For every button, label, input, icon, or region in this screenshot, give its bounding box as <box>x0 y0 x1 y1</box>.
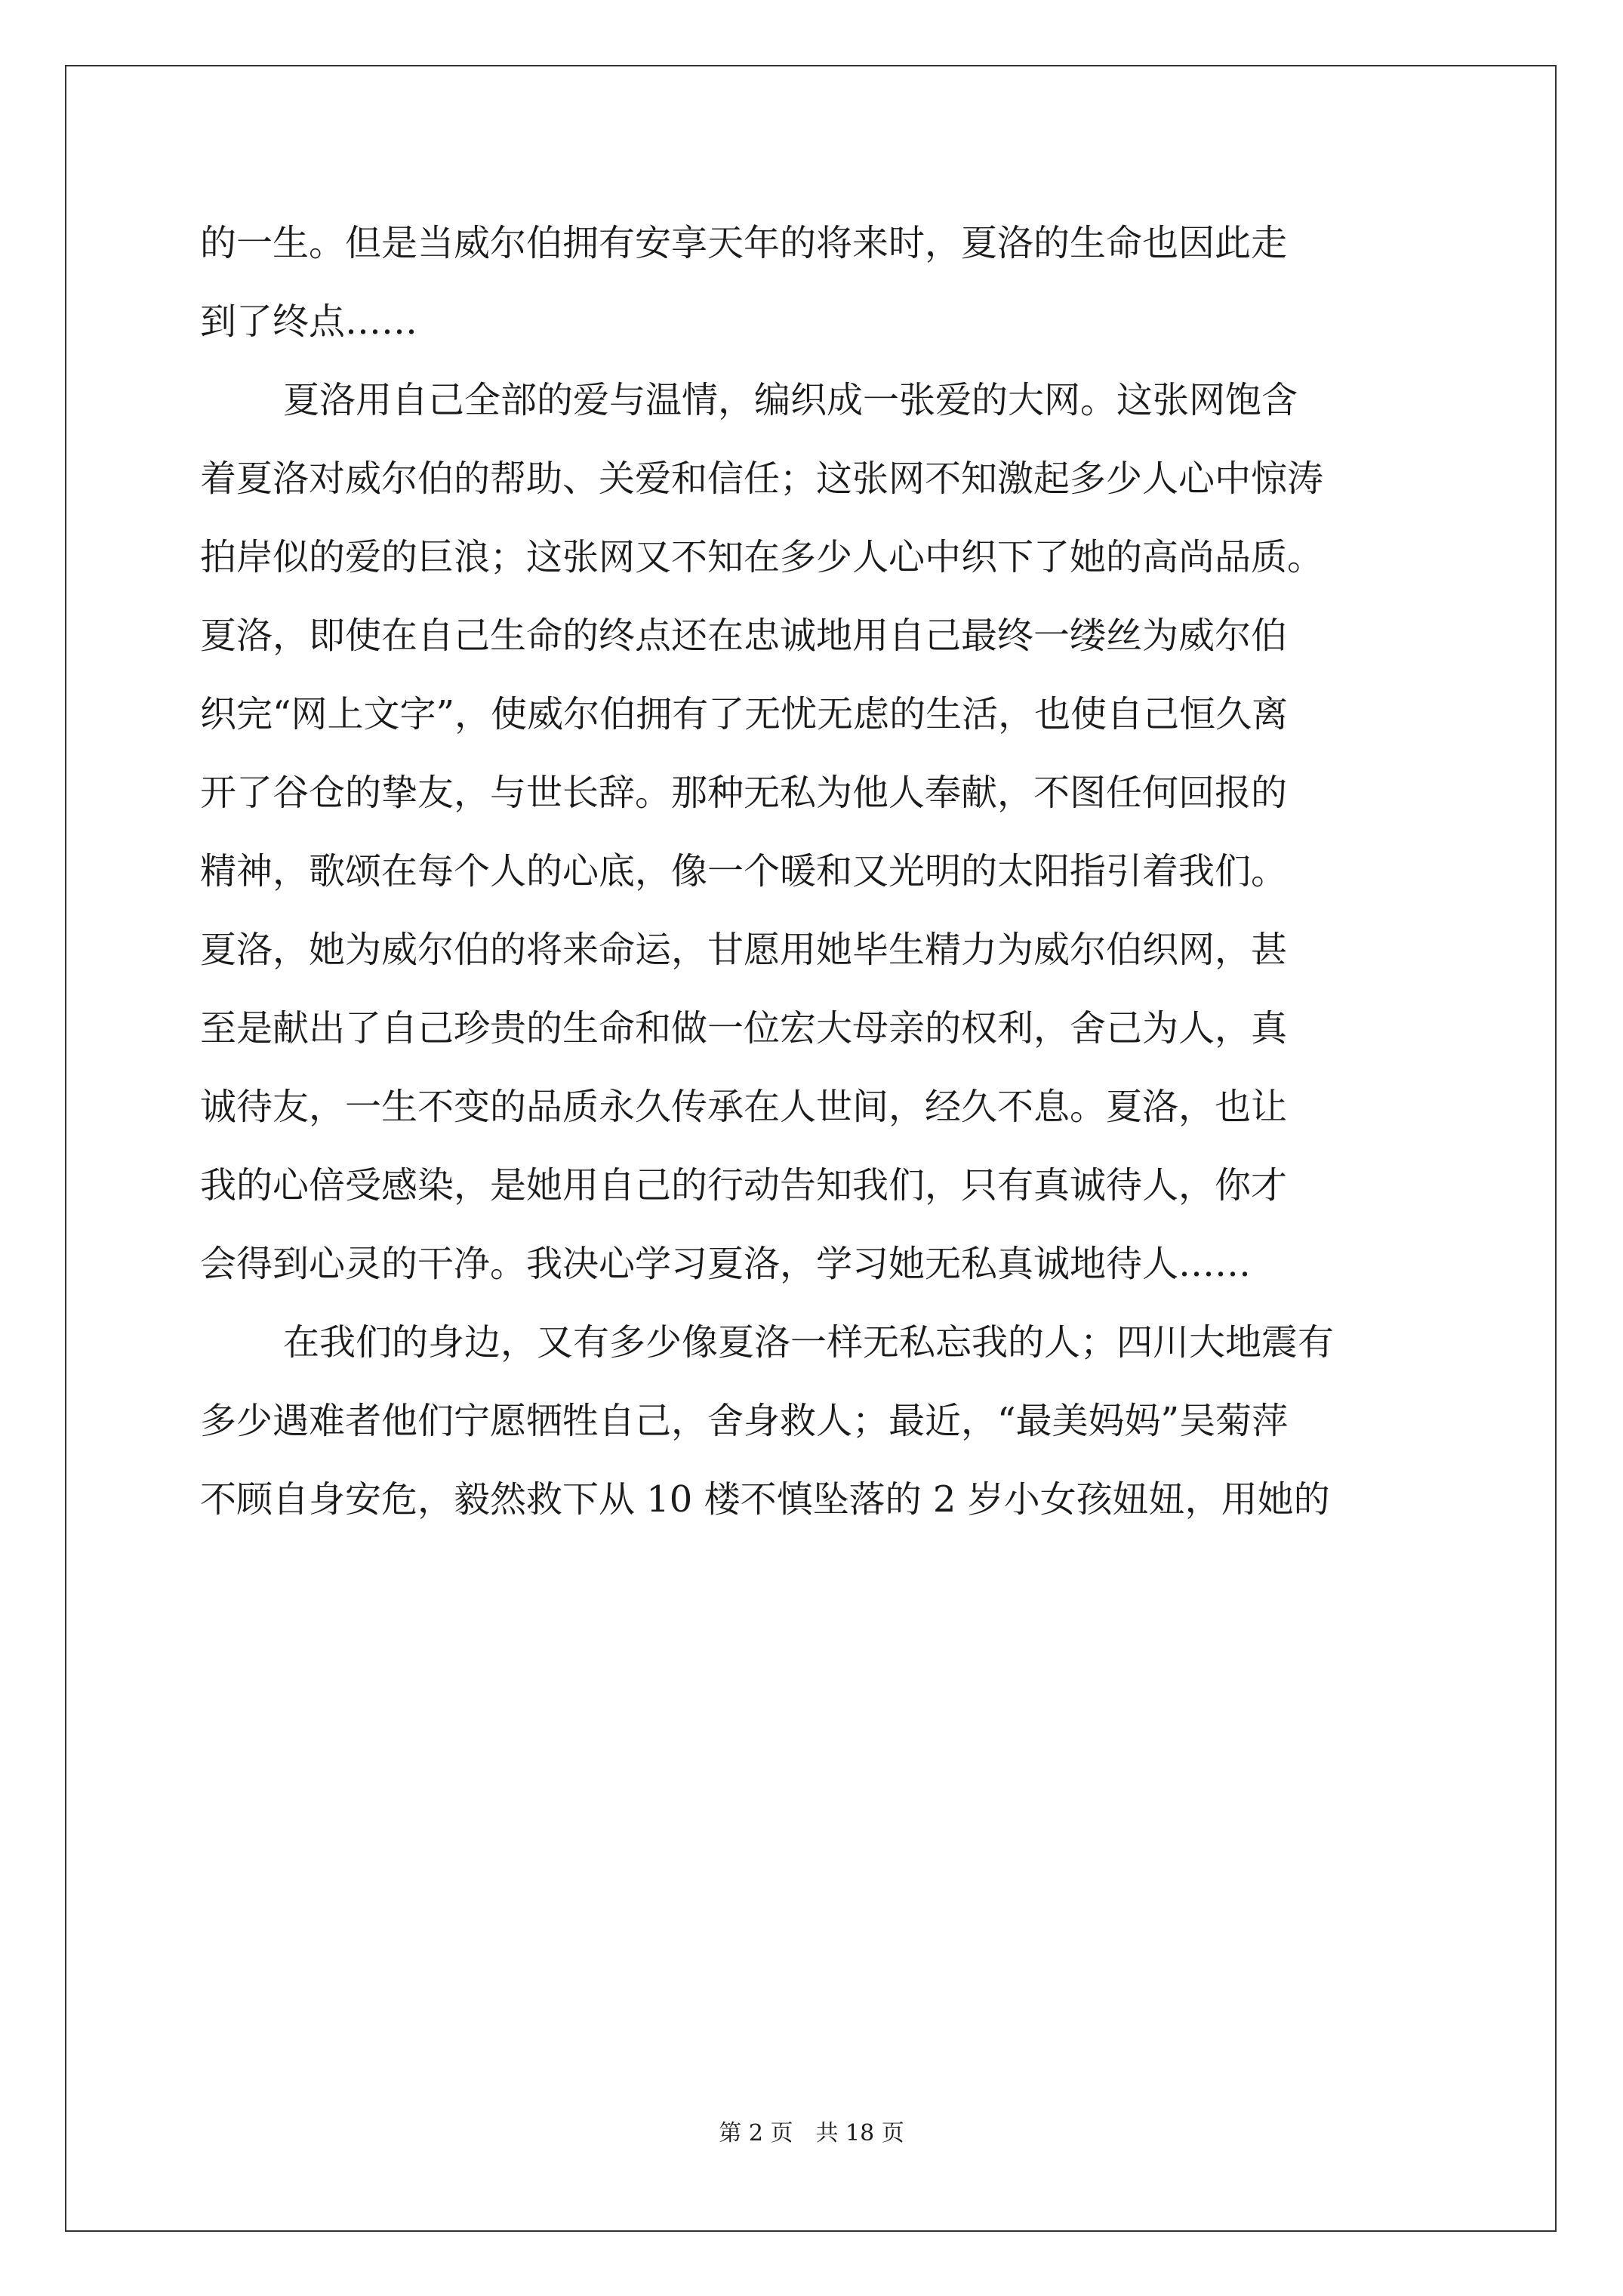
text-line: 不顾自身安危，毅然救下从 10 楼不慎坠落的 2 岁小女孩妞妞，用她的 <box>200 1478 1330 1521</box>
text-line: 至是献出了自己珍贵的生命和做一位宏大母亲的权利，舍己为人，真 <box>200 1007 1288 1049</box>
text-line: 会得到心灵的干净。我决心学习夏洛，学习她无私真诚地待人…… <box>200 1243 1252 1285</box>
text-line: 夏洛，即使在自己生命的终点还在忠诚地用自己最终一缕丝为威尔伯 <box>200 615 1288 657</box>
text-line: 多少遇难者他们宁愿牺牲自己，舍身救人；最近，“最美妈妈”吴菊萍 <box>200 1400 1289 1442</box>
paragraph-start-line: 在我们的身边，又有多少像夏洛一样无私忘我的人；四川大地震有 <box>283 1321 1335 1364</box>
text-line: 的一生。但是当威尔伯拥有安享天年的将来时，夏洛的生命也因此走 <box>200 222 1288 264</box>
text-line: 我的心倍受感染，是她用自己的行动告知我们，只有真诚待人，你才 <box>200 1164 1288 1207</box>
text-line: 着夏洛对威尔伯的帮助、关爱和信任；这张网不知激起多少人心中惊涛 <box>200 458 1324 500</box>
text-line: 开了谷仓的挚友，与世长辞。那种无私为他人奉献，不图任何回报的 <box>200 772 1288 814</box>
document-body <box>200 204 1423 1539</box>
paragraph-start-line: 夏洛用自己全部的爱与温情，编织成一张爱的大网。这张网饱含 <box>283 379 1298 421</box>
page-number-footer: 第 2 页 共 18 页 <box>719 2120 904 2147</box>
text-line: 到了终点…… <box>200 300 418 343</box>
text-line: 织完“网上文字”，使威尔伯拥有了无忧无虑的生活，也使自己恒久离 <box>200 693 1289 735</box>
text-line: 夏洛，她为威尔伯的将来命运，甘愿用她毕生精力为威尔伯织网，甚 <box>200 929 1288 971</box>
text-line: 诚待友，一生不变的品质永久传承在人世间，经久不息。夏洛，也让 <box>200 1086 1288 1128</box>
text-line: 精神，歌颂在每个人的心底，像一个暖和又光明的太阳指引着我们。 <box>200 850 1288 892</box>
text-line: 拍岸似的爱的巨浪；这张网又不知在多少人心中织下了她的高尚品质。 <box>200 536 1324 578</box>
